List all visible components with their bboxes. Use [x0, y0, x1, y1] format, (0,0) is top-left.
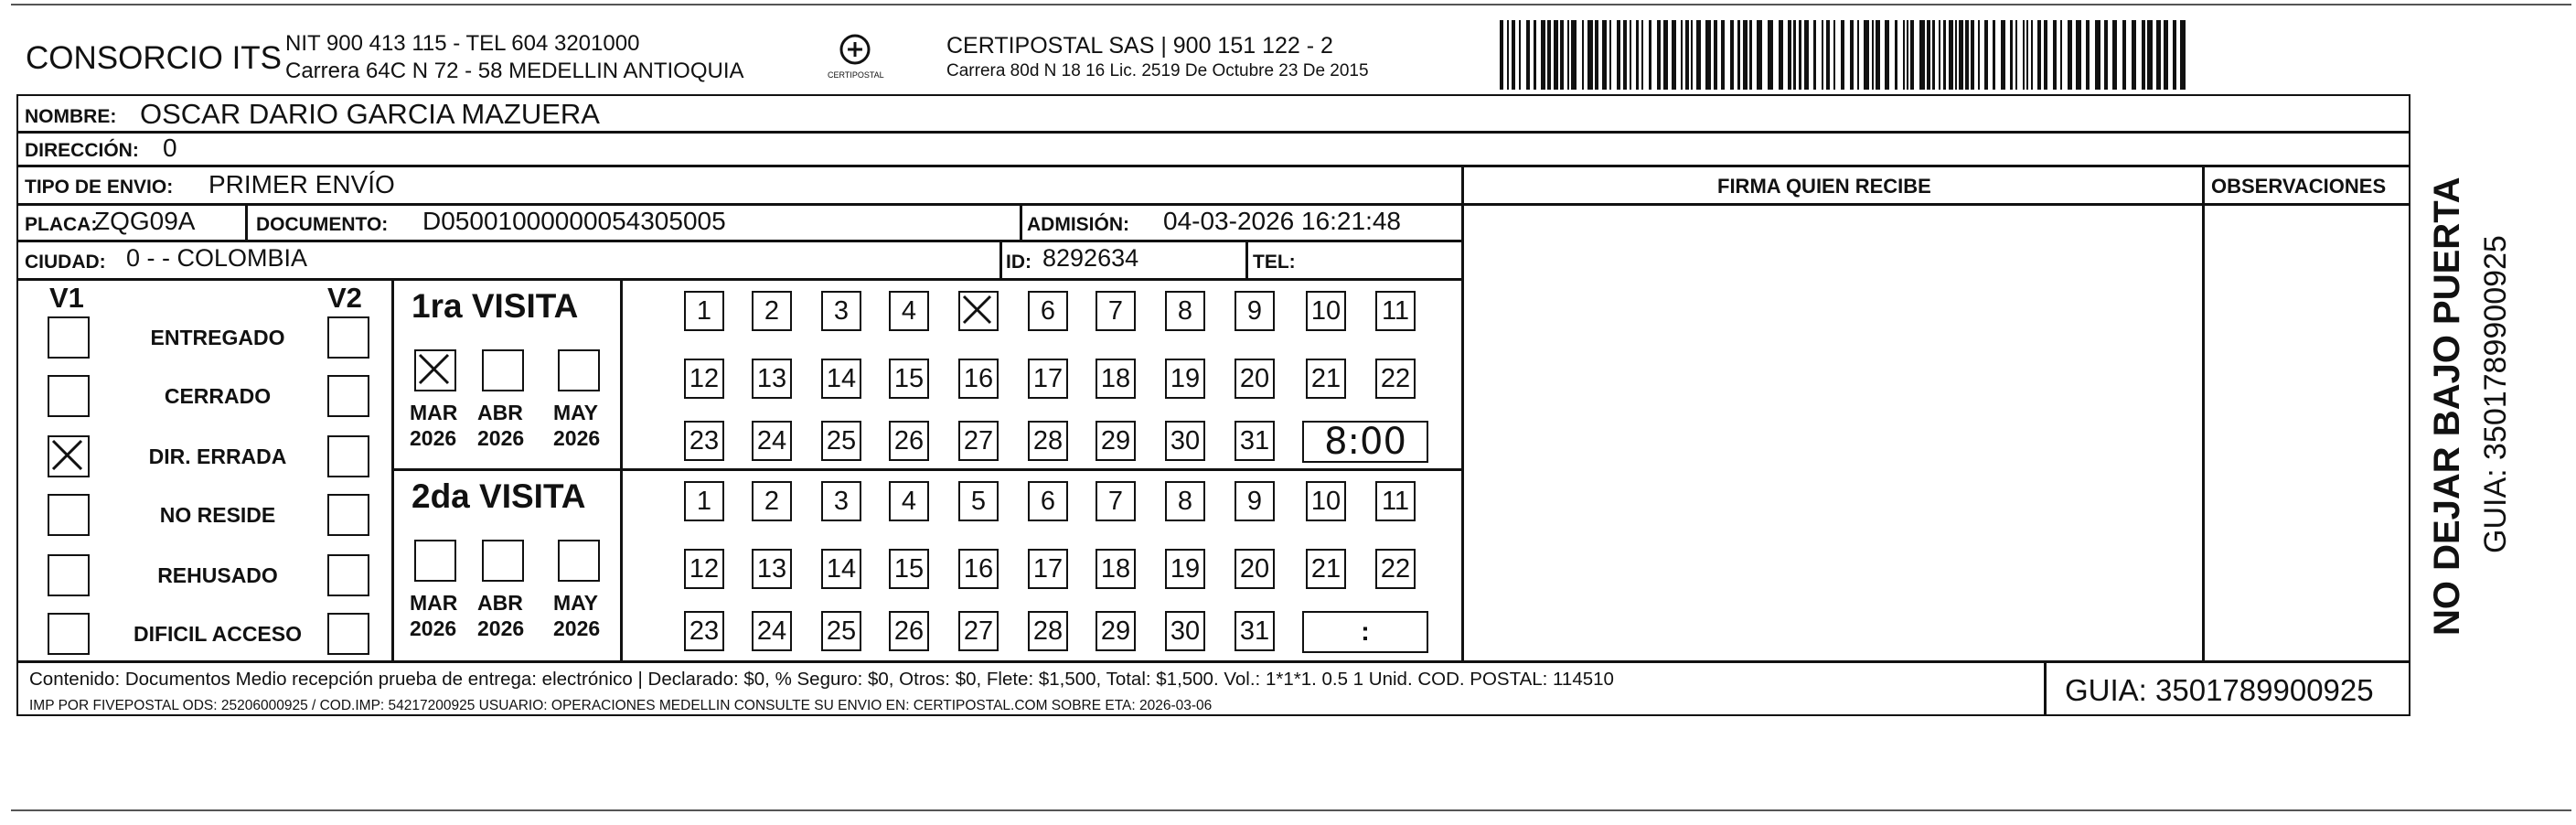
barcode-bar — [2180, 20, 2186, 90]
barcode-bar — [2156, 20, 2161, 90]
barcode-bar — [1641, 20, 1643, 90]
v2-checkbox[interactable] — [327, 375, 369, 417]
barcode-bar — [1512, 20, 1515, 90]
v1-checkbox[interactable] — [48, 316, 90, 359]
day-cell[interactable]: 23 — [684, 421, 724, 461]
day-cell[interactable]: 16 — [958, 549, 999, 589]
barcode-bar — [2122, 20, 2126, 90]
day-cell[interactable]: 1 — [684, 481, 724, 521]
day-cell[interactable]: 5 — [958, 481, 999, 521]
barcode-bar — [2060, 20, 2062, 90]
month-label: MAR — [410, 401, 458, 424]
status-label: DIR. ERRADA — [148, 445, 287, 468]
id-label: ID: — [1006, 252, 1031, 273]
company-name: CONSORCIO ITS — [26, 40, 283, 76]
day-cell[interactable]: 18 — [1096, 549, 1136, 589]
day-cell[interactable]: 20 — [1235, 359, 1275, 399]
barcode-bar — [1799, 20, 1801, 90]
barcode-bar — [1623, 20, 1627, 90]
month-checkbox[interactable] — [414, 540, 456, 582]
day-cell[interactable]: 9 — [1235, 291, 1275, 331]
v2-checkbox[interactable] — [327, 613, 369, 655]
observaciones-header: OBSERVACIONES — [2211, 175, 2387, 198]
barcode-bar — [1910, 20, 1914, 90]
day-cell[interactable]: 30 — [1165, 611, 1205, 651]
barcode-bar — [1609, 20, 1611, 90]
year-label: 2026 — [477, 616, 525, 640]
barcode-bar — [2031, 20, 2033, 90]
day-cell[interactable]: 24 — [752, 611, 792, 651]
nit-line: NIT 900 413 115 - TEL 604 3201000 — [285, 31, 640, 56]
barcode-bar — [2104, 20, 2108, 90]
barcode-bar — [1737, 20, 1740, 90]
barcode-bar — [1749, 20, 1752, 90]
certipostal-logo — [828, 31, 882, 82]
v2-checkbox[interactable] — [327, 554, 369, 596]
v1-checkbox[interactable] — [48, 375, 90, 417]
day-cell[interactable]: 15 — [889, 549, 929, 589]
day-cell[interactable]: 25 — [821, 611, 861, 651]
barcode-bar — [2010, 20, 2013, 90]
barcode-bar — [2015, 20, 2017, 90]
day-cell[interactable]: 1 — [684, 291, 724, 331]
day-cell[interactable]: 2 — [752, 291, 792, 331]
imp-line: IMP POR FIVEPOSTAL ODS: 25206000925 / COD.IMP: 54217200925 USUARIO: OPERACIONES MEDELLIN CONSULTE SU ENVIO EN: CERTIPOSTAL.COM SOBRE ETA: 2026-03-06 — [29, 698, 1213, 713]
barcode-bar — [2044, 20, 2047, 90]
day-cell[interactable]: 17 — [1028, 549, 1068, 589]
no-dejar-bajo-puerta: NO DEJAR BAJO PUERTA — [2427, 177, 2467, 636]
day-cell[interactable]: 16 — [958, 359, 999, 399]
barcode-bar — [2173, 20, 2176, 90]
barcode-bar — [2068, 20, 2072, 90]
status-label: CERRADO — [164, 384, 272, 408]
id-value: 8292634 — [1042, 244, 1139, 272]
barcode-bar — [1978, 20, 1980, 90]
tipo-envio-label: TIPO DE ENVIO: — [25, 177, 174, 198]
visit-title: 1ra VISITA — [412, 287, 579, 325]
barcode-bar — [2026, 20, 2028, 90]
barcode-bar — [1804, 20, 1809, 90]
day-cell[interactable]: 31 — [1235, 421, 1275, 461]
barcode-bar — [2086, 20, 2090, 90]
day-cell[interactable]: 18 — [1096, 359, 1136, 399]
visit-title: 2da VISITA — [412, 477, 586, 515]
day-cell[interactable]: 6 — [1028, 291, 1068, 331]
status-label: REHUSADO — [157, 563, 278, 587]
barcode-bar — [1560, 20, 1564, 90]
barcode-bar — [1943, 20, 1946, 90]
day-cell[interactable]: 19 — [1165, 359, 1205, 399]
barcode-bar — [1567, 20, 1569, 90]
firma-header: FIRMA QUIEN RECIBE — [1717, 175, 1931, 198]
barcode-bar — [2095, 20, 2100, 90]
day-cell[interactable]: 7 — [1096, 481, 1136, 521]
status-label: ENTREGADO — [150, 326, 285, 349]
barcode-bar — [1907, 20, 1908, 90]
year-label: 2026 — [553, 426, 601, 450]
status-label: DIFICIL ACCESO — [133, 622, 302, 646]
barcode-bar — [1779, 20, 1783, 90]
day-cell[interactable]: 11 — [1375, 481, 1416, 521]
day-cell[interactable]: 12 — [684, 549, 724, 589]
nombre-value: OSCAR DARIO GARCIA MAZUERA — [140, 98, 600, 130]
barcode-bar — [2164, 20, 2168, 90]
ciudad-label: CIUDAD: — [25, 252, 106, 273]
day-cell[interactable]: 27 — [958, 421, 999, 461]
barcode-bar — [1826, 20, 1830, 90]
day-cell[interactable]: 11 — [1375, 291, 1416, 331]
barcode-bar — [1959, 20, 1963, 90]
v1-checkbox[interactable] — [48, 613, 90, 655]
barcode-bar — [1885, 20, 1889, 90]
check-mark — [416, 351, 454, 389]
day-cell[interactable]: 29 — [1096, 421, 1136, 461]
year-label: 2026 — [410, 426, 457, 450]
tel-label: TEL: — [1253, 252, 1296, 273]
month-label: ABR — [477, 401, 523, 424]
day-cell[interactable]: 12 — [684, 359, 724, 399]
day-cell[interactable]: 22 — [1375, 549, 1416, 589]
ciudad-value: 0 - - COLOMBIA — [126, 244, 308, 272]
barcode-bar — [1630, 20, 1631, 90]
barcode-bar — [2023, 20, 2025, 90]
day-cell[interactable]: 26 — [889, 611, 929, 651]
barcode-bar — [1757, 20, 1762, 90]
day-cell[interactable]: 10 — [1306, 481, 1346, 521]
admision-value: 04-03-2026 16:21:48 — [1163, 207, 1401, 235]
day-cell[interactable]: 4 — [889, 481, 929, 521]
month-label: MAR — [410, 591, 458, 615]
barcode-bar — [1955, 20, 1957, 90]
day-cell[interactable]: 23 — [684, 611, 724, 651]
year-label: 2026 — [553, 616, 601, 640]
day-cell[interactable]: 28 — [1028, 421, 1068, 461]
day-cell[interactable]: 4 — [889, 291, 929, 331]
barcode-bar — [1541, 20, 1545, 90]
month-checkbox[interactable] — [482, 540, 524, 582]
v1-checkbox[interactable] — [48, 494, 90, 536]
barcode-bar — [1636, 20, 1639, 90]
barcode-bar — [2053, 20, 2057, 90]
day-cell[interactable]: 28 — [1028, 611, 1068, 651]
barcode-bar — [1507, 20, 1509, 90]
time-field[interactable]: 8:00 — [1302, 421, 1428, 463]
barcode-bar — [2076, 20, 2081, 90]
barcode-bar — [1721, 20, 1725, 90]
v2-checkbox[interactable] — [327, 494, 369, 536]
barcode-bar — [1587, 20, 1593, 90]
barcode-bar — [1696, 20, 1701, 90]
year-label: 2026 — [410, 616, 457, 640]
address-line: Carrera 64C N 72 - 58 MEDELLIN ANTIOQUIA — [285, 59, 744, 83]
barcode — [1500, 20, 2186, 90]
barcode-bar — [1895, 20, 1897, 90]
barcode-bar — [1932, 20, 1935, 90]
barcode-bar — [1971, 20, 1974, 90]
month-checkbox[interactable] — [482, 349, 524, 391]
barcode-bar — [1602, 20, 1607, 90]
barcode-bar — [2147, 20, 2153, 90]
day-cell[interactable]: 17 — [1028, 359, 1068, 399]
v1-checkbox[interactable] — [48, 435, 90, 477]
status-label: NO RESIDE — [159, 503, 276, 527]
barcode-bar — [1984, 20, 1988, 90]
day-cell[interactable]: 21 — [1306, 359, 1346, 399]
barcode-bar — [1526, 20, 1530, 90]
day-cell[interactable]: 13 — [752, 549, 792, 589]
barcode-bar — [2112, 20, 2117, 90]
day-cell[interactable]: 14 — [821, 549, 861, 589]
v1-checkbox[interactable] — [48, 554, 90, 596]
barcode-bar — [1500, 20, 1503, 90]
day-cell[interactable]: 24 — [752, 421, 792, 461]
day-cell[interactable]: 2 — [752, 481, 792, 521]
direccion-value: 0 — [163, 134, 177, 162]
barcode-bar — [1617, 20, 1620, 90]
barcode-bar — [1663, 20, 1668, 90]
barcode-bar — [1850, 20, 1854, 90]
day-cell[interactable]: 31 — [1235, 611, 1275, 651]
barcode-bar — [1657, 20, 1661, 90]
barcode-bar — [1993, 20, 1995, 90]
barcode-bar — [1813, 20, 1816, 90]
day-cell[interactable]: 22 — [1375, 359, 1416, 399]
contenido-line: Contenido: Documentos Medio recepción prueba de entrega: electrónico | Declarado: $0, % Seguro: $0, Otros: $0, Flete: $1,500, Total: $1,500. Vol.: 1*1*1. 0.5 1 Unid. COD. POSTAL: 114510 — [29, 669, 1614, 690]
barcode-bar — [1822, 20, 1823, 90]
v2-checkbox[interactable] — [327, 316, 369, 359]
barcode-bar — [1554, 20, 1558, 90]
direccion-label: DIRECCIÓN: — [25, 140, 139, 161]
placa-value: ZQG09A — [94, 207, 196, 235]
barcode-bar — [1903, 20, 1905, 90]
logo-text: CERTIPOSTAL — [828, 70, 884, 80]
barcode-bar — [2001, 20, 2005, 90]
nombre-label: NOMBRE: — [25, 106, 117, 127]
barcode-bar — [2132, 20, 2136, 90]
barcode-bar — [1571, 20, 1577, 90]
barcode-bar — [1833, 20, 1835, 90]
v1-header: V1 — [49, 282, 84, 314]
month-checkbox[interactable] — [558, 540, 600, 582]
day-cell[interactable]: 13 — [752, 359, 792, 399]
day-cell[interactable]: 30 — [1165, 421, 1205, 461]
time-field[interactable]: : — [1302, 611, 1428, 653]
day-cell[interactable]: 21 — [1306, 549, 1346, 589]
barcode-bar — [1857, 20, 1859, 90]
check-mark — [960, 293, 996, 328]
day-cell[interactable]: 7 — [1096, 291, 1136, 331]
v2-header: V2 — [327, 282, 362, 314]
day-cell[interactable]: 6 — [1028, 481, 1068, 521]
day-cell[interactable]: 8 — [1165, 481, 1205, 521]
guia-footer: GUIA: 3501789900925 — [2065, 673, 2374, 707]
barcode-bar — [1519, 20, 1521, 90]
documento-label: DOCUMENTO: — [256, 214, 389, 235]
tipo-envio-value: PRIMER ENVÍO — [208, 170, 395, 198]
day-cell[interactable]: 29 — [1096, 611, 1136, 651]
month-checkbox[interactable] — [414, 349, 456, 391]
barcode-bar — [1768, 20, 1773, 90]
barcode-bar — [1841, 20, 1844, 90]
barcode-bar — [1547, 20, 1551, 90]
barcode-bar — [1681, 20, 1683, 90]
barcode-bar — [1582, 20, 1584, 90]
barcode-bar — [1949, 20, 1953, 90]
admision-label: ADMISIÓN: — [1027, 214, 1129, 235]
day-cell[interactable]: 20 — [1235, 549, 1275, 589]
barcode-bar — [1872, 20, 1874, 90]
guia-vertical: GUIA: 3501789900925 — [2478, 235, 2513, 553]
barcode-bar — [1864, 20, 1869, 90]
day-cell[interactable]: 10 — [1306, 291, 1346, 331]
certipostal-line: CERTIPOSTAL SAS | 900 151 122 - 2 — [946, 33, 1333, 59]
v2-checkbox[interactable] — [327, 435, 369, 477]
barcode-bar — [1685, 20, 1689, 90]
barcode-bar — [1691, 20, 1693, 90]
barcode-bar — [1788, 20, 1791, 90]
day-cell[interactable]: 27 — [958, 611, 999, 651]
placa-label: PLACA: — [25, 214, 98, 235]
day-cell[interactable]: 25 — [821, 421, 861, 461]
day-cell[interactable] — [958, 291, 999, 331]
barcode-bar — [1927, 20, 1930, 90]
barcode-bar — [1965, 20, 1969, 90]
month-checkbox[interactable] — [558, 349, 600, 391]
barcode-bar — [1876, 20, 1880, 90]
barcode-bar — [1730, 20, 1734, 90]
check-mark — [49, 437, 87, 475]
documento-value: D05001000000054305005 — [422, 207, 726, 235]
day-cell[interactable]: 8 — [1165, 291, 1205, 331]
month-label: MAY — [553, 591, 598, 615]
barcode-bar — [2037, 20, 2041, 90]
barcode-bar — [2142, 20, 2145, 90]
barcode-bar — [1672, 20, 1676, 90]
barcode-bar — [1743, 20, 1748, 90]
day-cell[interactable]: 15 — [889, 359, 929, 399]
barcode-bar — [1714, 20, 1717, 90]
day-cell[interactable]: 3 — [821, 481, 861, 521]
barcode-bar — [1595, 20, 1598, 90]
day-cell[interactable]: 19 — [1165, 549, 1205, 589]
day-cell[interactable]: 26 — [889, 421, 929, 461]
barcode-bar — [1649, 20, 1651, 90]
license-line: Carrera 80d N 18 16 Lic. 2519 De Octubre 23 De 2015 — [946, 61, 1369, 80]
barcode-bar — [1534, 20, 1536, 90]
barcode-bar — [1793, 20, 1796, 90]
barcode-bar — [1705, 20, 1711, 90]
month-label: ABR — [477, 591, 523, 615]
day-cell[interactable]: 3 — [821, 291, 861, 331]
barcode-bar — [1919, 20, 1925, 90]
year-label: 2026 — [477, 426, 525, 450]
month-label: MAY — [553, 401, 598, 424]
day-cell[interactable]: 14 — [821, 359, 861, 399]
barcode-bar — [1939, 20, 1940, 90]
day-cell[interactable]: 9 — [1235, 481, 1275, 521]
